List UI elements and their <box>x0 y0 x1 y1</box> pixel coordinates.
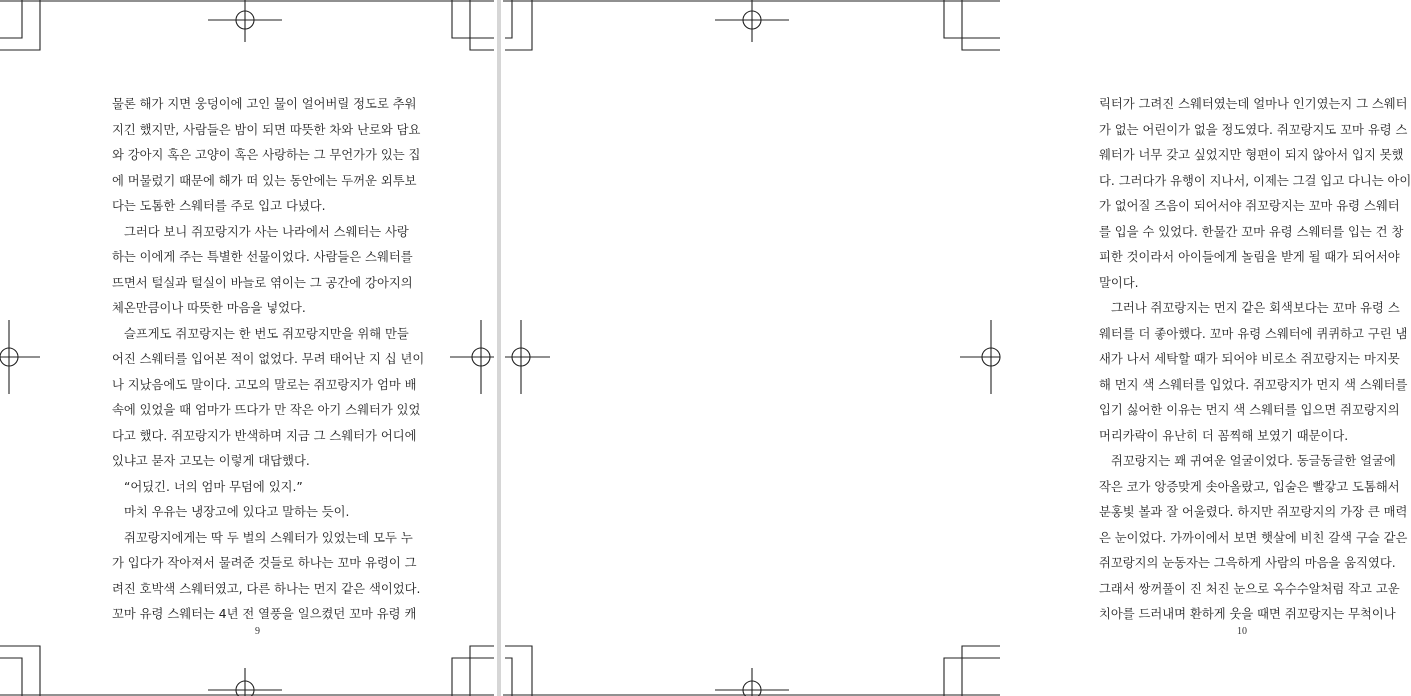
text-line: 와 강아지 혹은 고양이 혹은 사랑하는 그 무언가가 있는 집 <box>112 148 421 162</box>
text-line: 마치 우유는 냉장고에 있다고 말하는 듯이. <box>124 505 350 519</box>
page-number-right: 10 <box>1237 626 1247 637</box>
text-line: 다. 그러다가 유행이 지나서, 이제는 그걸 입고 다니는 아이 <box>1099 173 1411 188</box>
text-line: 속에 있었을 때 엄마가 뜨다가 만 작은 아기 스웨터가 있었 <box>112 403 421 417</box>
text-line: 꼬마 유령 스웨터는 4년 전 열풍을 일으켰던 꼬마 유령 캐 <box>112 607 417 621</box>
page-number-left: 9 <box>255 626 260 637</box>
text-line: 그러나 쥐꼬랑지는 먼지 같은 회색보다는 꼬마 유령 스 <box>1111 301 1400 315</box>
text-line: 려진 호박색 스웨터였고, 다른 하나는 먼지 같은 색이었다. <box>112 581 421 596</box>
text-line: “어딨긴. 너의 엄마 무덤에 있지.” <box>124 479 303 494</box>
right-page-body <box>1099 92 1411 628</box>
right-page <box>501 0 1411 696</box>
text-line: 나 지났음에도 말이다. 고모의 말로는 쥐꼬랑지가 엄마 배 <box>112 377 417 392</box>
text-line: 입기 싫어한 이유는 먼지 색 스웨터를 입으면 쥐꼬랑지의 <box>1099 403 1400 417</box>
text-line: 가 없어질 즈음이 되어서야 쥐꼬랑지는 꼬마 유령 스웨터 <box>1099 199 1400 213</box>
text-line: 쥐꼬랑지의 눈동자는 그윽하게 사람의 마음을 움직였다. <box>1099 556 1396 570</box>
text-line: 릭터가 그려진 스웨터였는데 얼마나 인기였는지 그 스웨터 <box>1099 97 1408 111</box>
text-line: 해 먼지 색 스웨터를 입었다. 쥐꼬랑지가 먼지 색 스웨터를 <box>1099 377 1408 392</box>
text-line: 있냐고 묻자 고모는 이렇게 대답했다. <box>112 454 310 468</box>
text-line: 물론 해가 지면 웅덩이에 고인 물이 얼어버릴 정도로 추워 <box>112 97 417 111</box>
text-line: 그러다 보니 쥐꼬랑지가 사는 나라에서 스웨터는 사랑 <box>124 224 409 239</box>
text-line: 다는 도톰한 스웨터를 주로 입고 다녔다. <box>112 199 326 213</box>
text-line: 가 입다가 작아져서 물려준 것들로 하나는 꼬마 유령이 그 <box>112 556 417 570</box>
text-line: 뜨면서 털실과 털실이 바늘로 엮이는 그 공간에 강아지의 <box>112 275 413 290</box>
text-line: 쥐꼬랑지는 꽤 귀여운 얼굴이었다. 동글동글한 얼굴에 <box>1111 454 1396 468</box>
text-line: 하는 이에게 주는 특별한 선물이었다. 사람들은 스웨터를 <box>112 250 413 264</box>
text-line: 체온만큼이나 따뜻한 마음을 넣었다. <box>112 301 306 315</box>
text-line: 작은 코가 앙증맞게 솟아올랐고, 입술은 빨갛고 도톰해서 <box>1099 479 1400 494</box>
text-line: 말이다. <box>1099 275 1139 290</box>
text-line: 피한 것이라서 아이들에게 놀림을 받게 될 때가 되어서야 <box>1099 250 1400 264</box>
text-line: 웨터가 너무 갖고 싶었지만 형편이 되지 않아서 입지 못했 <box>1099 148 1404 162</box>
text-line: 쥐꼬랑지에게는 딱 두 벌의 스웨터가 있었는데 모두 누 <box>124 530 413 545</box>
text-line: 새가 나서 세탁할 때가 되어야 비로소 쥐꼬랑지는 마지못 <box>1099 352 1400 366</box>
text-line: 가 없는 어린이가 없을 정도였다. 쥐꼬랑지도 꼬마 유령 스 <box>1099 122 1408 137</box>
text-line: 그래서 쌍꺼풀이 진 처진 눈으로 옥수수알처럼 작고 고운 <box>1099 581 1400 596</box>
text-line: 머리카락이 유난히 더 꼼찍해 보였기 때문이다. <box>1099 428 1349 443</box>
text-line: 지긴 했지만, 사람들은 밤이 되면 따뜻한 차와 난로와 담요 <box>112 122 421 137</box>
left-page-body <box>112 92 425 628</box>
text-line: 웨터를 더 좋아했다. 꼬마 유령 스웨터에 퀴퀴하고 구린 냄 <box>1099 326 1408 341</box>
text-line: 를 입을 수 있었다. 한물간 꼬마 유령 스웨터를 입는 건 창 <box>1099 224 1404 239</box>
text-line: 어진 스웨터를 입어본 적이 없었다. 무려 태어난 지 십 년이 <box>112 352 425 366</box>
text-line: 분홍빛 볼과 잘 어울렸다. 하지만 쥐꼬랑지의 가장 큰 매력 <box>1099 505 1408 519</box>
text-line: 슬프게도 쥐꼬랑지는 한 번도 쥐꼬랑지만을 위해 만들 <box>124 326 409 341</box>
text-line: 은 눈이었다. 가까이에서 보면 햇살에 비친 갈색 구슬 같은 <box>1099 530 1408 545</box>
text-line: 에 머물렀기 때문에 해가 떠 있는 동안에는 두꺼운 외투보 <box>112 173 417 188</box>
text-line: 치아를 드러내며 환하게 웃을 때면 쥐꼬랑지는 무척이나 <box>1099 607 1396 621</box>
text-line: 다고 했다. 쥐꼬랑지가 반색하며 지금 그 스웨터가 어디에 <box>112 428 417 443</box>
left-page <box>0 0 497 696</box>
